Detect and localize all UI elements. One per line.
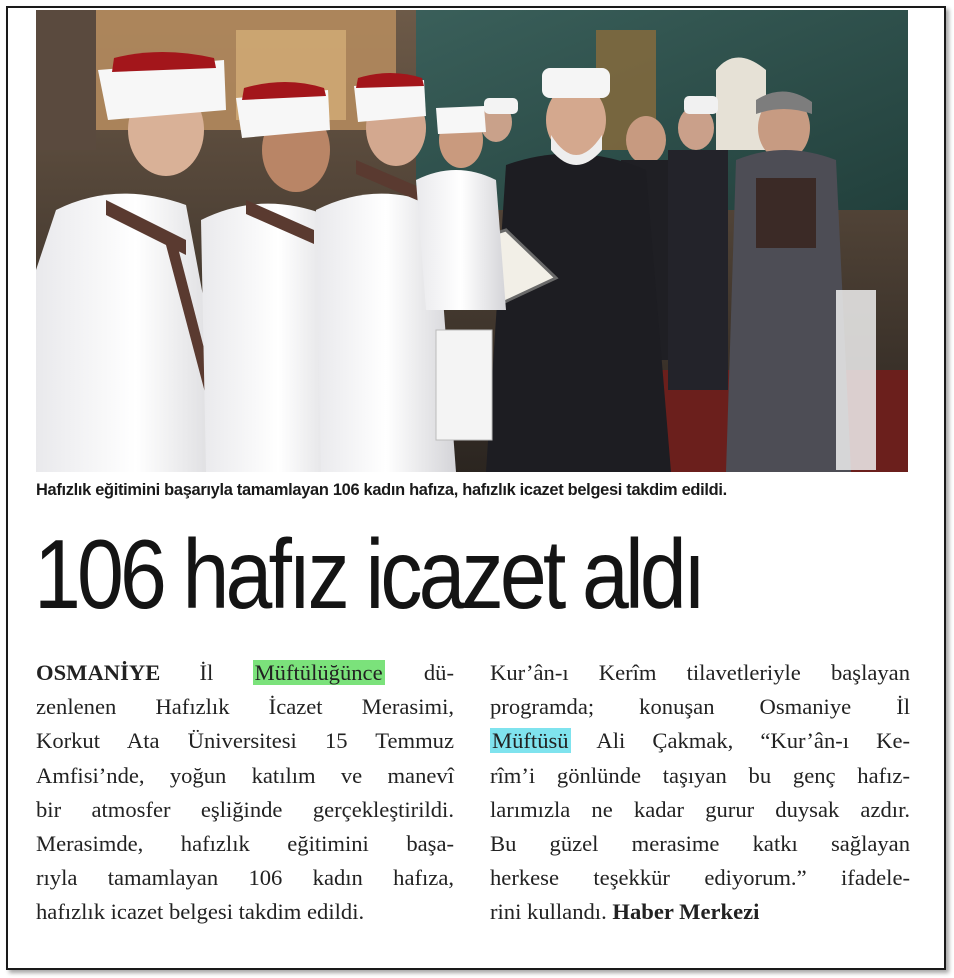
article-line: herkese teşekkür ediyorum.” ifadele- xyxy=(490,865,910,891)
article-column-right xyxy=(490,656,910,930)
article-line: larımızla ne kadar gurur duysak azdır. xyxy=(490,796,910,822)
article-line: Müftüsü Ali Çakmak, “Kur’ân-ı Ke- xyxy=(492,728,910,754)
article-line: zenlenen Hafızlık İcazet Merasimi, xyxy=(36,694,454,720)
article-line: hafızlık icazet belgesi takdim edildi. xyxy=(36,899,365,925)
article-line: Bu güzel merasime katkı sağlayan xyxy=(490,831,910,857)
article-line: Korkut Ata Üniversitesi 15 Temmuz xyxy=(36,728,454,754)
article-column-left xyxy=(36,656,454,930)
byline: Haber Merkezi xyxy=(612,899,760,925)
dateline: OSMANİYE xyxy=(36,660,161,685)
photo-caption: Hafızlık eğitimini başarıyla tamamlayan 106 kadın hafıza, hafızlık icazet belgesi takdim edildi. xyxy=(36,481,727,499)
article-line: rîm’i gönlünde taşıyan bu genç hafız- xyxy=(490,762,910,788)
highlight-muftuluk: Müftülüğünce xyxy=(254,660,383,685)
headline: 106 hafız icazet aldı xyxy=(34,519,703,629)
ceremony-photo xyxy=(36,10,908,472)
article-line: Merasimde, hafızlık eğitimini başa- xyxy=(36,831,454,857)
article-line: rini kullandı. Haber Merkezi xyxy=(490,899,760,925)
article-line: bir atmosfer eşliğinde gerçekleştirildi. xyxy=(36,796,454,822)
article-line: Kur’ân-ı Kerîm tilavetleriyle başlayan xyxy=(490,660,910,685)
article-line: OSMANİYE İl Müftülüğünce dü- xyxy=(36,660,454,685)
article-line: Amfisi’nde, yoğun katılım ve manevî xyxy=(36,762,454,788)
highlight-muftu: Müftüsü xyxy=(492,728,569,754)
article-line: rıyla tamamlayan 106 kadın hafıza, xyxy=(36,865,454,891)
article-line: programda; konuşan Osmaniye İl xyxy=(490,694,910,720)
